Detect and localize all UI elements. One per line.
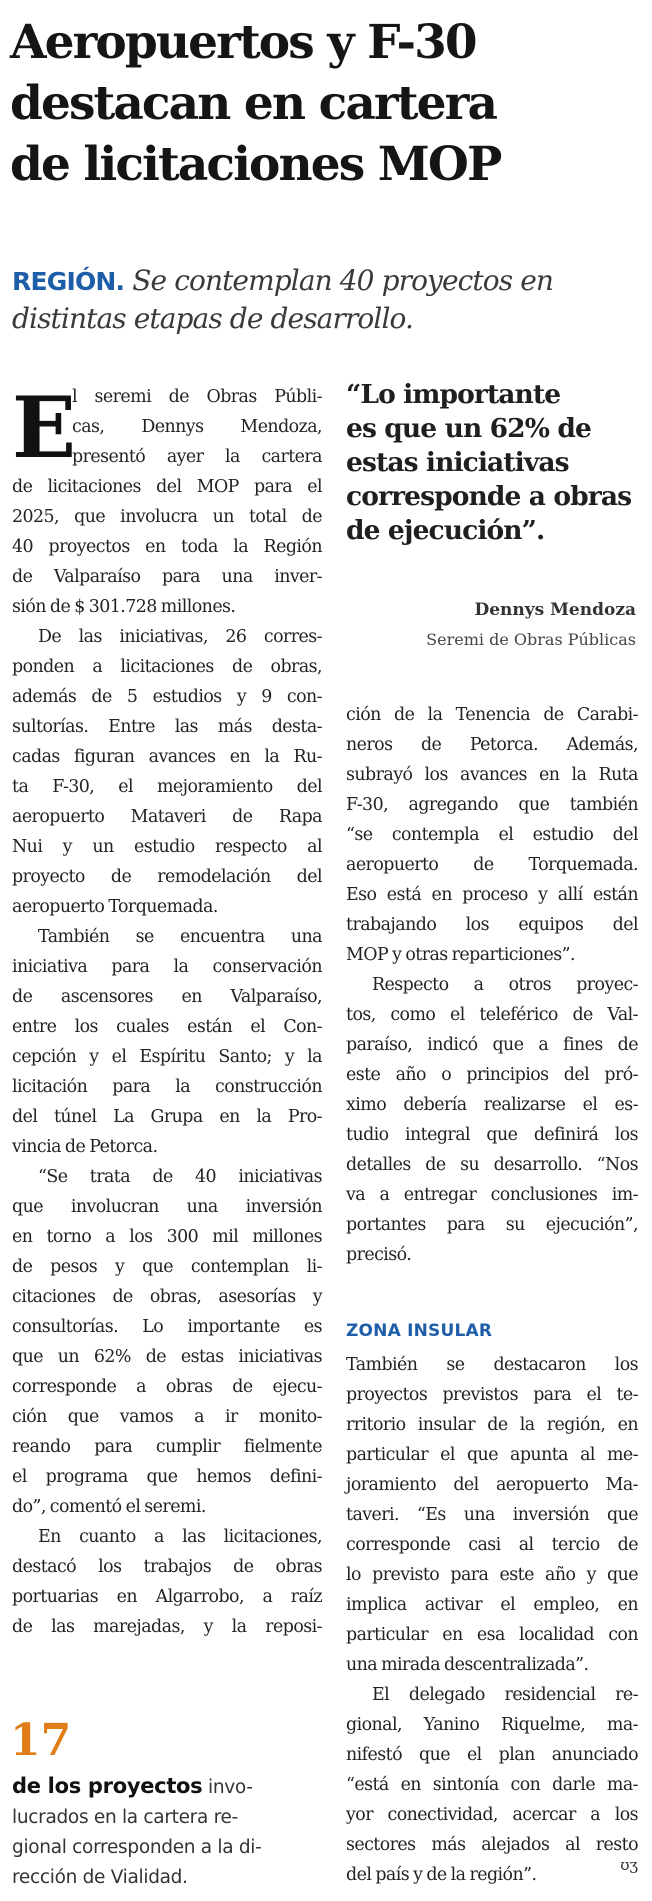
body-line: aeropuerto de Torquemada. xyxy=(346,855,638,875)
body-line: gional, Yanino Riquelme, ma- xyxy=(346,1715,638,1735)
body-line: particular el que apunta al me- xyxy=(346,1445,638,1465)
quote-author-role: Seremi de Obras Públicas xyxy=(426,630,636,649)
body-line: va a entregar conclusiones im- xyxy=(346,1185,638,1205)
drop-cap: E xyxy=(12,378,77,477)
body-line: De las iniciativas, 26 corres- xyxy=(38,627,322,647)
pull-quote-line: es que un 62% de xyxy=(346,413,591,444)
body-line: En cuanto a las licitaciones, xyxy=(38,1527,322,1547)
body-column-right-lower xyxy=(346,1350,638,1890)
body-line: de las marejadas, y la reposi- xyxy=(12,1617,322,1637)
body-line: F-30, agregando que también xyxy=(346,795,638,815)
pull-quote-line: estas iniciativas xyxy=(346,447,569,478)
body-line: nifestó que el plan anunciado xyxy=(346,1745,638,1765)
body-line: paraíso, indicó que a fines de xyxy=(346,1035,638,1055)
body-line: taveri. “Es una inversión que xyxy=(346,1505,638,1525)
body-line: ta F-30, el mejoramiento del xyxy=(12,777,322,797)
body-line: ción de la Tenencia de Carabi- xyxy=(346,705,638,725)
body-line: También se destacaron los xyxy=(346,1355,638,1375)
headline-line: destacan en cartera xyxy=(10,76,496,131)
body-line: citaciones de obras, asesorías y xyxy=(12,1287,322,1307)
stat-number: 17 xyxy=(10,1715,72,1766)
stat-lead: de los proyectos xyxy=(12,1774,203,1798)
stat-caption xyxy=(12,1771,324,1893)
body-line: tos, como el teleférico de Val- xyxy=(346,1005,638,1025)
body-line: portantes para su ejecución”, xyxy=(346,1215,638,1235)
body-line: 2025, que involucra un total de xyxy=(12,507,322,527)
body-line: aeropuerto Torquemada. xyxy=(12,897,218,917)
stat-caption-line: lucrados en la cartera re- xyxy=(12,1807,238,1828)
body-line: subrayó los avances en la Ruta xyxy=(346,765,638,785)
deck-line: distintas etapas de desarrollo. xyxy=(12,302,413,335)
body-line: de pesos y que contemplan li- xyxy=(12,1257,322,1277)
section-subhead: ZONA INSULAR xyxy=(346,1321,493,1341)
deck-text: Se contemplan 40 proyectos en xyxy=(132,264,554,297)
stat-caption-line xyxy=(12,1771,324,1803)
body-line: corresponde casi al tercio de xyxy=(346,1535,638,1555)
body-line: El delegado residencial re- xyxy=(372,1685,638,1705)
body-line: que involucran una inversión xyxy=(12,1197,322,1217)
body-line: Eso está en proceso y allí están xyxy=(346,885,638,905)
body-line: “está en sintonía con darle ma- xyxy=(346,1775,638,1795)
pull-quote-line: “Lo importante xyxy=(346,379,561,410)
body-line: “Se trata de 40 iniciativas xyxy=(38,1167,322,1187)
body-line: licitación para la construcción xyxy=(12,1077,322,1097)
body-line: do”, comentó el seremi. xyxy=(12,1497,206,1517)
body-line: particular en esa localidad con xyxy=(346,1625,638,1645)
headline xyxy=(10,12,642,195)
stat-caption-line: gional corresponden a la di- xyxy=(12,1837,262,1858)
body-line: joramiento del aeropuerto Ma- xyxy=(346,1475,638,1495)
body-line: ción que vamos a ir monito- xyxy=(12,1407,322,1427)
body-line: del país y de la región”. xyxy=(346,1865,537,1885)
body-line: sión de $ 301.728 millones. xyxy=(12,597,236,617)
quote-author: Dennys Mendoza xyxy=(474,600,636,620)
body-line: consultorías. Lo importante es xyxy=(12,1317,322,1337)
deck-line xyxy=(12,262,642,300)
pull-quote-line: corresponde a obras xyxy=(346,481,632,512)
body-line: este año o principios del pró- xyxy=(346,1065,638,1085)
body-line: en torno a los 300 mil millones xyxy=(12,1227,322,1247)
body-line: ponden a licitaciones de obras, xyxy=(12,657,322,677)
body-line: neros de Petorca. Además, xyxy=(346,735,638,755)
body-line: de ascensores en Valparaíso, xyxy=(12,987,322,1007)
body-line: el programa que hemos defini- xyxy=(12,1467,322,1487)
stat-caption-text: invo- xyxy=(207,1777,253,1798)
body-line: proyectos previstos para el te- xyxy=(346,1385,638,1405)
end-mark-icon: ʊʒ xyxy=(620,1856,638,1874)
body-line: ximo debería realizarse el es- xyxy=(346,1095,638,1115)
body-line: precisó. xyxy=(346,1245,412,1265)
body-line: 40 proyectos en toda la Región xyxy=(12,537,322,557)
body-line: cepción y el Espíritu Santo; y la xyxy=(12,1047,322,1067)
body-line: portuarias en Algarrobo, a raíz xyxy=(12,1587,322,1607)
body-line: rritorio insular de la región, en xyxy=(346,1415,638,1435)
body-line: entre los cuales están el Con- xyxy=(12,1017,322,1037)
body-line: de licitaciones del MOP para el xyxy=(12,477,322,497)
headline-line: de licitaciones MOP xyxy=(10,137,501,192)
headline-line: Aeropuertos y F-30 xyxy=(10,15,476,70)
body-line: de Valparaíso para una inver- xyxy=(12,567,322,587)
body-line: cadas figuran avances en la Ru- xyxy=(12,747,322,767)
body-line: tudio integral que definirá los xyxy=(346,1125,638,1145)
body-line: proyecto de remodelación del xyxy=(12,867,322,887)
body-line: lo previsto para este año y que xyxy=(346,1565,638,1585)
body-line: MOP y otras reparticiones”. xyxy=(346,945,575,965)
body-line: sultorías. Entre las más desta- xyxy=(12,717,322,737)
body-line: Nui y un estudio respecto al xyxy=(12,837,322,857)
pull-quote-line: de ejecución”. xyxy=(346,515,545,546)
pull-quote xyxy=(346,378,638,548)
body-line: sectores más alejados al resto xyxy=(346,1835,638,1855)
body-column-right xyxy=(346,700,638,1270)
body-line: cas, Dennys Mendoza, xyxy=(72,417,322,437)
body-line: además de 5 estudios y 9 con- xyxy=(12,687,322,707)
body-line: yor conectividad, acercar a los xyxy=(346,1805,638,1825)
body-line: del túnel La Grupa en la Pro- xyxy=(12,1107,322,1127)
body-line: “se contempla el estudio del xyxy=(346,825,638,845)
body-line: reando para cumplir fielmente xyxy=(12,1437,322,1457)
body-line: corresponde a obras de ejecu- xyxy=(12,1377,322,1397)
body-line: detalles de su desarrollo. “Nos xyxy=(346,1155,638,1175)
body-line: que un 62% de estas iniciativas xyxy=(12,1347,322,1367)
stat-caption-line: rección de Vialidad. xyxy=(12,1867,188,1888)
body-column-left xyxy=(12,378,322,1642)
body-line: destacó los trabajos de obras xyxy=(12,1557,322,1577)
body-line: También se encuentra una xyxy=(38,927,322,947)
body-line: implica activar el empleo, en xyxy=(346,1595,638,1615)
body-line: trabajando los equipos del xyxy=(346,915,638,935)
body-line: presentó ayer la cartera xyxy=(72,447,322,467)
deck xyxy=(12,262,642,337)
body-line: vincia de Petorca. xyxy=(12,1137,158,1157)
body-line: l seremi de Obras Públi- xyxy=(72,387,322,407)
body-line: una mirada descentralizada”. xyxy=(346,1655,589,1675)
body-line: Respecto a otros proyec- xyxy=(372,975,638,995)
body-line: aeropuerto Mataveri de Rapa xyxy=(12,807,322,827)
body-line: iniciativa para la conservación xyxy=(12,957,322,977)
deck-kicker: REGIÓN. xyxy=(12,267,125,296)
